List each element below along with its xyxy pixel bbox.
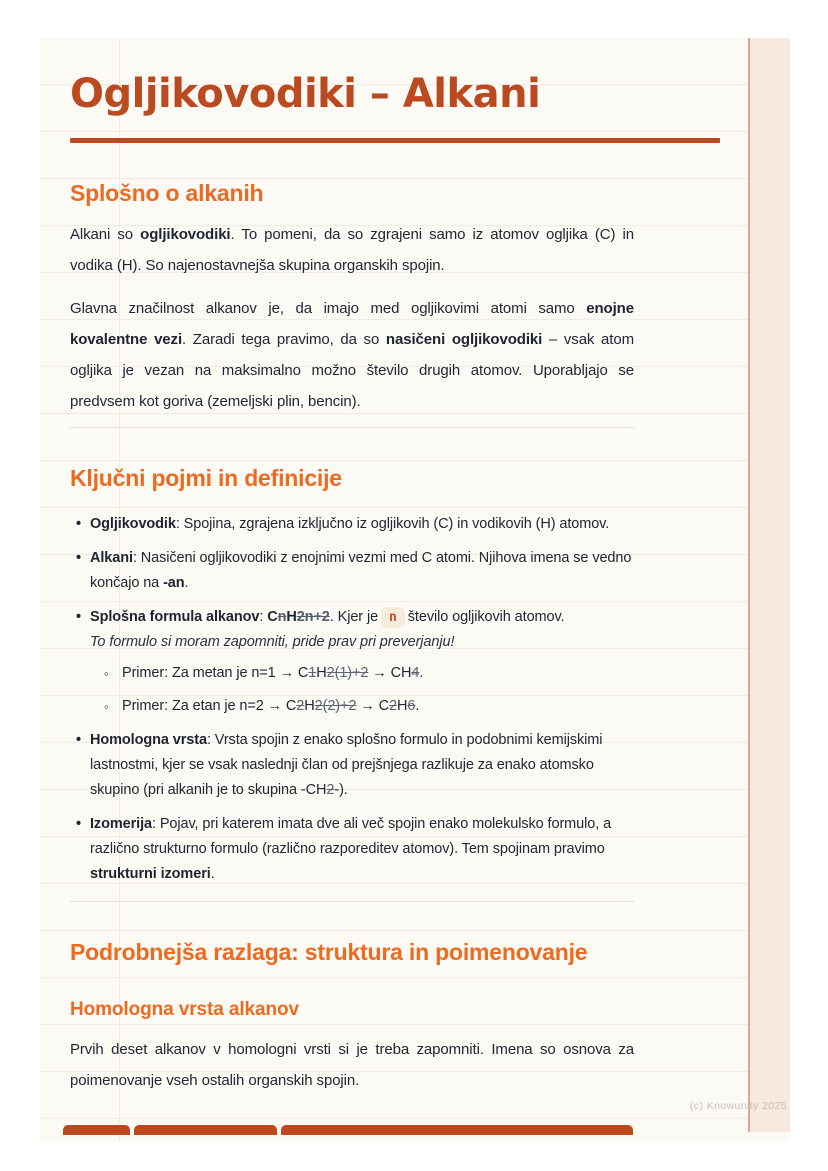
paragraph-intro (70, 219, 634, 281)
text-run: . (210, 866, 215, 882)
formula-subscript: 2 (296, 698, 305, 714)
page-title: Ogljikovodiki – Alkani (70, 71, 541, 117)
text-run-bold: enojne kovalentne vezi (70, 300, 634, 348)
formula-subscript: 2(2)+2 (314, 698, 357, 714)
table-header-top (40, 1125, 790, 1135)
formula-line (90, 605, 634, 630)
formula-subscript: n (277, 609, 287, 625)
key-terms-list (70, 512, 634, 887)
text-run-bold: -an (163, 575, 185, 591)
formula-subscript: 2 (326, 782, 335, 798)
text-run: Primer: Za metan je n=1 → C (122, 665, 309, 681)
formula-subscript: 2 (389, 698, 397, 714)
paragraph-homologna-vrsta: Prvih deset alkanov v homologni vrsti si je treba zapomniti. Imena so osnova za poimenovanje vseh ostalih organskih spojin. (70, 1041, 634, 1089)
text-run: Glavna značilnost alkanov je, da imajo med ogljikovimi atomi samo (70, 300, 587, 317)
list-item-homologna (70, 728, 634, 803)
title-rule (70, 138, 720, 143)
text-run: Alkani so (70, 226, 141, 243)
inline-code-n: n (381, 607, 405, 628)
text-run: → C (356, 698, 389, 714)
list-item-ogljikovodik (70, 512, 634, 537)
text-run: – vsak atom ogljika je vezan na maksimalno možno število drugih atomov. Uporabljajo se predvsem kot goriva (zemeljski plin, bencin). (70, 331, 634, 410)
text-run: : Pojav, pri katerem imata dve ali več spojin enako molekulsko formulo, a različno strukturno formulo (različno razporeditev atomov). Tem spojinam pravimo (90, 816, 612, 857)
text-run: Primer: Za etan je n=2 → C (122, 698, 297, 714)
text-run: : Vrsta spojin z enako splošno formulo in podobnimi kemijskimi lastnostmi, kjer se vsak naslednji član od prejšnjega razlikuje za enako atomsko skupino (pri alkanih je to skupina -CH (90, 732, 603, 798)
text-run: H (304, 698, 315, 714)
formula-subscript: 2(1)+2 (326, 665, 369, 681)
text-run: : Nasičeni ogljikovodiki z enojnimi vezmi med C atomi. Njihova imena se vedno končajo na (90, 550, 632, 591)
right-margin-strip (748, 38, 790, 1132)
list-item-izomerija (70, 812, 634, 887)
text-run: : (259, 609, 268, 625)
text-run: . To pomeni, da so zgrajeni samo iz atomov ogljika (C) in vodika (H). So najenostavnejša skupina organskih spojin. (70, 226, 634, 274)
section-divider (70, 901, 634, 902)
text-run: H (396, 698, 408, 714)
document-page (40, 38, 790, 1142)
term-bold: Izomerija (90, 816, 152, 832)
text-run: . (415, 698, 420, 714)
formula-subscript: 1 (308, 665, 317, 681)
formula-subscript: 4 (411, 665, 420, 681)
text-run: -). (334, 782, 348, 798)
table-header-segment (281, 1125, 633, 1135)
document-content (70, 38, 634, 1096)
list-item-formula (70, 605, 634, 719)
example-ethane (90, 694, 634, 719)
term-bold: Alkani (90, 550, 133, 566)
text-run-bold: ogljikovodiki (140, 226, 231, 243)
text-run: H (316, 665, 327, 681)
section-heading-splosno: Splošno o alkanih (70, 180, 264, 206)
text-run-bold: nasičeni ogljikovodiki (385, 331, 543, 348)
copyright-watermark: (c) Knowunity 2025 (689, 1100, 787, 1112)
section-heading-podrobnejsa: Podrobnejša razlaga: struktura in poimenovanje (70, 939, 588, 965)
personal-note: To formulo si moram zapomniti, pride prav pri preverjanju! (90, 634, 455, 650)
term-bold: Homologna vrsta (90, 732, 207, 748)
example-methane (90, 661, 634, 686)
paragraph-main-feature (70, 293, 634, 417)
formula-symbol: C (267, 609, 278, 625)
examples-sublist (90, 661, 634, 719)
formula-subscript: 2n+2 (296, 609, 330, 625)
section-divider (70, 427, 634, 428)
table-header-segment (134, 1125, 277, 1135)
term-bold: Splošna formula alkanov (90, 609, 260, 625)
text-run: število ogljikovih atomov. (407, 609, 565, 625)
list-item-alkani (70, 546, 634, 596)
formula-symbol: H (286, 609, 297, 625)
text-run: . Kjer je (329, 609, 379, 625)
text-run: → CH (368, 665, 412, 681)
table-header-segment (63, 1125, 130, 1135)
text-run: . Zaradi tega pravimo, da so (182, 331, 386, 348)
term-bold: Ogljikovodik (90, 516, 176, 532)
text-run: . (419, 665, 424, 681)
text-run: . (184, 575, 189, 591)
formula-subscript: 6 (407, 698, 416, 714)
text-run-bold: strukturni izomeri (90, 866, 211, 882)
subsection-heading-homologna-vrsta: Homologna vrsta alkanov (70, 999, 299, 1020)
text-run: : Spojina, zgrajena izključno iz ogljikovih (C) in vodikovih (H) atomov. (175, 516, 610, 532)
section-heading-pojmi: Ključni pojmi in definicije (70, 465, 342, 491)
